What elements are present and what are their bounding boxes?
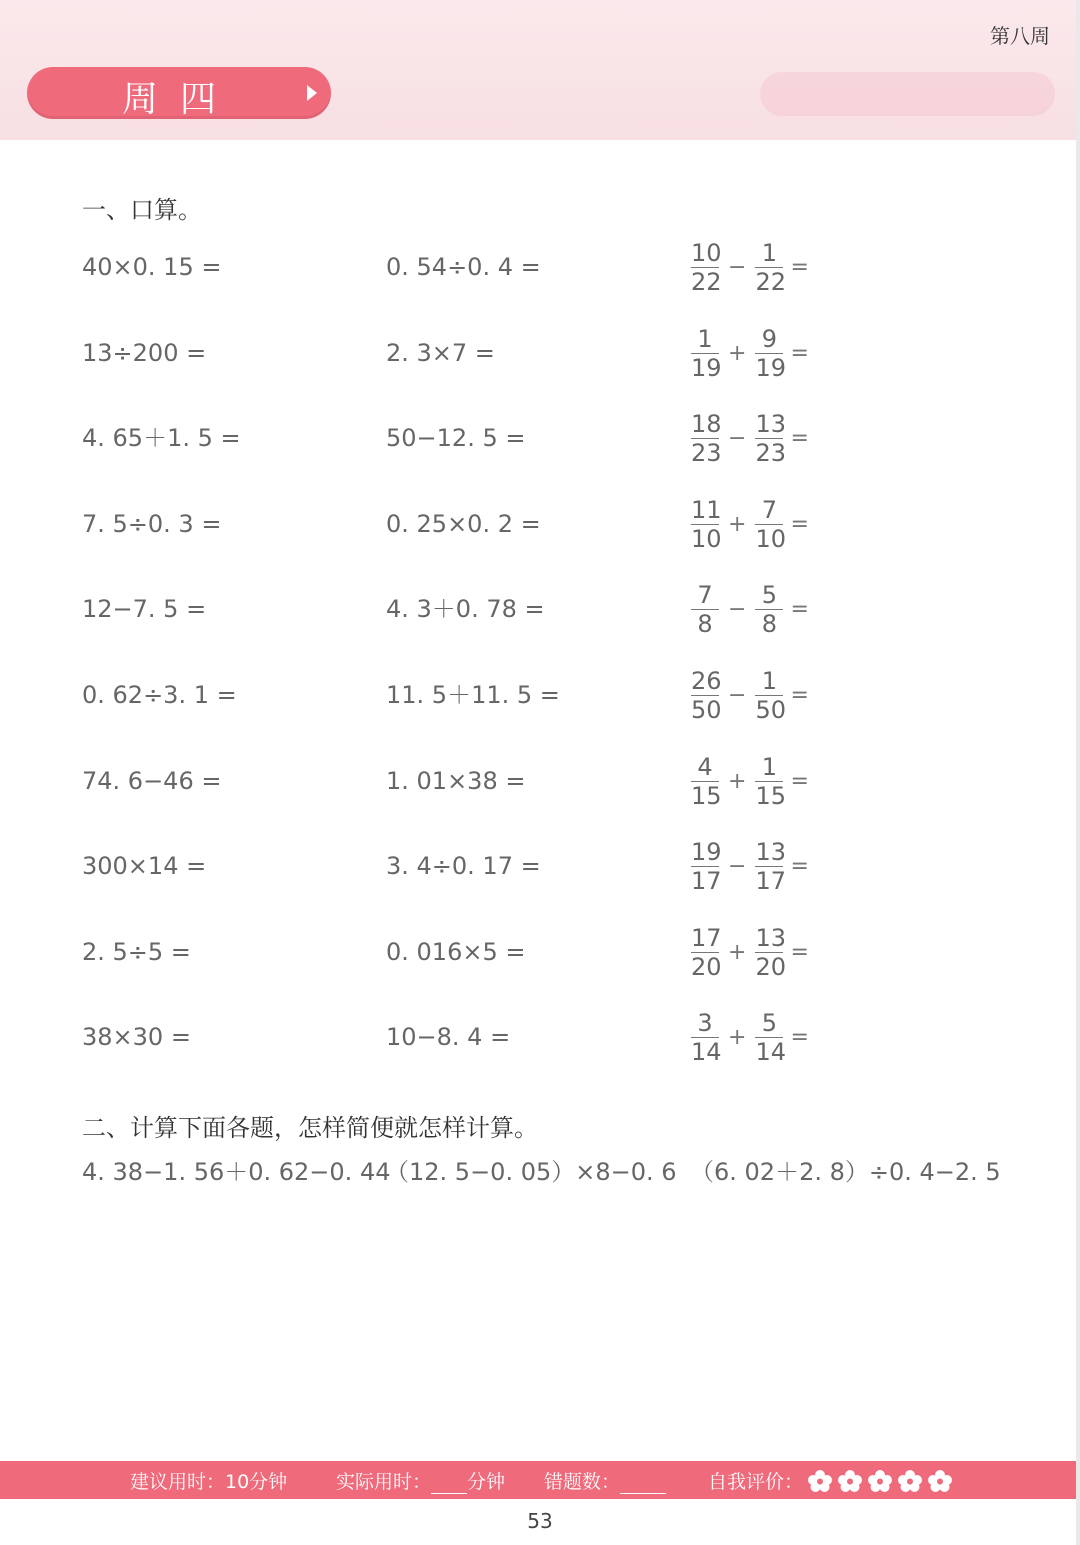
- self-eval-rating: [808, 1470, 952, 1492]
- equals-sign: =: [790, 939, 809, 965]
- fraction: [754, 667, 784, 724]
- play-icon: [307, 85, 317, 101]
- flower-icon[interactable]: [838, 1470, 862, 1492]
- fraction: [690, 496, 720, 553]
- mental-math-col2: 50−12. 5 =: [386, 424, 526, 452]
- operator: +: [728, 768, 747, 794]
- operator: −: [728, 682, 747, 708]
- footer-band: [0, 1461, 1076, 1499]
- operator: −: [728, 596, 747, 622]
- fraction-expression: [690, 662, 809, 728]
- denominator: 10: [755, 524, 786, 553]
- error-count-blank[interactable]: [620, 1473, 666, 1494]
- fraction: [754, 325, 784, 382]
- equals-sign: =: [790, 596, 809, 622]
- denominator: 15: [691, 781, 722, 810]
- flower-icon[interactable]: [808, 1470, 832, 1492]
- fraction: [754, 581, 784, 638]
- error-count-label: 错题数：: [544, 1471, 621, 1493]
- operator: −: [728, 853, 747, 879]
- day-title: 周四: [122, 79, 239, 120]
- mental-math-col2: 4. 3＋0. 78 =: [386, 595, 545, 623]
- equals-sign: =: [790, 1024, 809, 1050]
- mental-math-col2: 0. 016×5 =: [386, 938, 526, 966]
- fraction-expression: [690, 405, 809, 471]
- equals-sign: =: [790, 425, 809, 451]
- mental-math-col2: 3. 4÷0. 17 =: [386, 852, 541, 880]
- day-pill: [27, 67, 331, 119]
- simplify-problem-3: （6. 02＋2. 8）÷0. 4−2. 5: [690, 1158, 1001, 1186]
- fraction: [690, 924, 720, 981]
- numerator: 13: [755, 837, 786, 866]
- mental-math-col1: 13÷200 =: [82, 339, 207, 367]
- numerator: 1: [691, 325, 719, 354]
- numerator: 4: [691, 753, 719, 782]
- numerator: 13: [755, 409, 786, 438]
- denominator: 17: [755, 866, 786, 895]
- mental-math-col1: 2. 5÷5 =: [82, 938, 191, 966]
- fraction-expression: [690, 576, 809, 642]
- fraction: [754, 1009, 784, 1066]
- denominator: 19: [691, 353, 722, 382]
- fraction: [690, 838, 720, 895]
- actual-time-label: 实际用时：: [336, 1471, 432, 1493]
- numerator: 5: [755, 1009, 783, 1038]
- week-label: 第八周: [990, 24, 1050, 48]
- fraction-expression: [690, 320, 809, 386]
- numerator: 9: [755, 325, 783, 354]
- simplify-problem-1: 4. 38−1. 56＋0. 62−0. 44: [82, 1158, 391, 1186]
- denominator: 50: [755, 695, 786, 724]
- numerator: 13: [755, 923, 786, 952]
- fraction: [690, 581, 720, 638]
- fraction-expression: [690, 234, 809, 300]
- mental-math-col1: 4. 65＋1. 5 =: [82, 424, 241, 452]
- equals-sign: =: [790, 511, 809, 537]
- mental-math-col2: 1. 01×38 =: [386, 767, 526, 795]
- mental-math-col2: 2. 3×7 =: [386, 339, 495, 367]
- operator: +: [728, 511, 747, 537]
- mental-math-col2: 10−8. 4 =: [386, 1023, 511, 1051]
- fraction-expression: [690, 919, 809, 985]
- denominator: 20: [691, 952, 722, 981]
- equals-sign: =: [790, 254, 809, 280]
- fraction: [690, 410, 720, 467]
- numerator: 1: [755, 753, 783, 782]
- denominator: 23: [691, 438, 722, 467]
- denominator: 8: [761, 609, 778, 638]
- equals-sign: =: [790, 853, 809, 879]
- equals-sign: =: [790, 768, 809, 794]
- fraction: [754, 924, 784, 981]
- fraction: [690, 325, 720, 382]
- actual-time-unit: 分钟: [467, 1471, 506, 1493]
- denominator: 20: [755, 952, 786, 981]
- mental-math-col2: 0. 54÷0. 4 =: [386, 253, 541, 281]
- fraction-expression: [690, 1004, 809, 1070]
- mental-math-col1: 0. 62÷3. 1 =: [82, 681, 237, 709]
- denominator: 14: [691, 1037, 722, 1066]
- section1-title: 一、口算。: [82, 196, 202, 224]
- numerator: 11: [691, 495, 722, 524]
- denominator: 10: [691, 524, 722, 553]
- operator: −: [728, 425, 747, 451]
- denominator: 22: [691, 267, 722, 296]
- operator: −: [728, 254, 747, 280]
- flower-icon[interactable]: [898, 1470, 922, 1492]
- fraction: [754, 753, 784, 810]
- numerator: 1: [755, 239, 783, 268]
- fraction: [754, 496, 784, 553]
- flower-icon[interactable]: [928, 1470, 952, 1492]
- denominator: 14: [755, 1037, 786, 1066]
- fraction: [754, 239, 784, 296]
- mental-math-col1: 74. 6−46 =: [82, 767, 222, 795]
- numerator: 3: [691, 1009, 719, 1038]
- numerator: 26: [691, 666, 722, 695]
- mental-math-col1: 300×14 =: [82, 852, 207, 880]
- mental-math-col1: 38×30 =: [82, 1023, 191, 1051]
- operator: +: [728, 1024, 747, 1050]
- numerator: 17: [691, 923, 722, 952]
- flower-icon[interactable]: [868, 1470, 892, 1492]
- mental-math-col2: 0. 25×0. 2 =: [386, 510, 541, 538]
- numerator: 10: [691, 238, 722, 267]
- operator: +: [728, 340, 747, 366]
- page-edge: [1076, 0, 1080, 1545]
- numerator: 7: [755, 496, 783, 525]
- fraction: [754, 838, 784, 895]
- numerator: 7: [691, 581, 719, 610]
- header-decoration: [760, 72, 1055, 116]
- denominator: 15: [755, 781, 786, 810]
- fraction: [690, 753, 720, 810]
- numerator: 19: [691, 837, 722, 866]
- error-count: [544, 1467, 666, 1494]
- fraction-expression: [690, 833, 809, 899]
- fraction: [690, 1009, 720, 1066]
- denominator: 22: [755, 267, 786, 296]
- fraction: [690, 667, 720, 724]
- mental-math-col2: 11. 5＋11. 5 =: [386, 681, 560, 709]
- actual-time-blank[interactable]: [431, 1473, 467, 1494]
- numerator: 1: [755, 667, 783, 696]
- actual-time: [336, 1467, 505, 1494]
- numerator: 5: [755, 581, 783, 610]
- denominator: 50: [691, 695, 722, 724]
- mental-math-col1: 12−7. 5 =: [82, 595, 207, 623]
- fraction-expression: [690, 491, 809, 557]
- simplify-problem-2: （12. 5−0. 05）×8−0. 6: [385, 1158, 677, 1186]
- section2-title: 二、计算下面各题，怎样简便就怎样计算。: [82, 1114, 538, 1142]
- equals-sign: =: [790, 340, 809, 366]
- mental-math-col1: 7. 5÷0. 3 =: [82, 510, 222, 538]
- mental-math-col1: 40×0. 15 =: [82, 253, 222, 281]
- operator: +: [728, 939, 747, 965]
- fraction: [690, 239, 720, 296]
- page-number: 53: [527, 1509, 553, 1533]
- equals-sign: =: [790, 682, 809, 708]
- denominator: 8: [697, 609, 713, 638]
- suggested-time: 建议用时：10分钟: [130, 1471, 288, 1493]
- denominator: 17: [691, 866, 722, 895]
- denominator: 23: [755, 438, 786, 467]
- denominator: 19: [755, 353, 786, 382]
- fraction: [754, 410, 784, 467]
- self-eval-label: 自我评价：: [708, 1471, 804, 1493]
- fraction-expression: [690, 748, 809, 814]
- numerator: 18: [691, 409, 722, 438]
